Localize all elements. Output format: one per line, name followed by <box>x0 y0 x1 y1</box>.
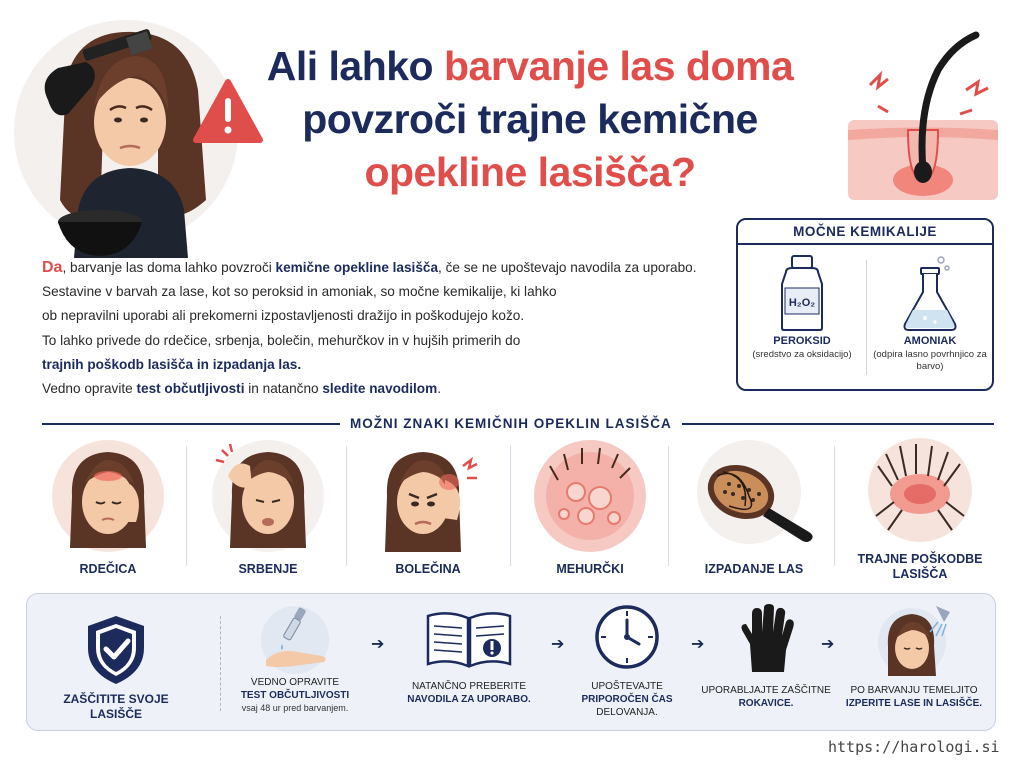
sign-blisters <box>512 436 668 586</box>
pain-icon <box>363 436 493 556</box>
peroxide-bottle-icon <box>772 254 832 332</box>
step-separator <box>220 616 221 711</box>
intro-p6-a: Vedno opravite <box>42 381 137 397</box>
step1-line1: VEDNO OPRAVITE <box>250 677 340 688</box>
page-title <box>250 40 810 199</box>
intro-p1-c: , če se ne upoštevajo navodila za uporabo. <box>438 260 697 275</box>
step1-line2: TEST OBČUTLJIVOSTI <box>240 690 350 701</box>
sign-label: RDEČICA <box>79 562 137 576</box>
glove-icon <box>736 604 796 674</box>
damaged-scalp-icon <box>860 436 980 546</box>
step2-line2: NAVODILA ZA UPORABO. <box>407 694 531 705</box>
intro-p6-b: test občutljivosti <box>136 381 245 397</box>
step-protect <box>41 614 191 722</box>
sign-hair-loss <box>676 436 832 586</box>
step-sensitivity-test <box>233 604 357 715</box>
itching-icon <box>208 436 328 556</box>
chemical-desc: (sredstvo za oksidacijo) <box>752 349 852 360</box>
intro-p2: Sestavine v barvah za lase, kot so peroksid in amoniak, so močne kemikalije, ki lahko <box>42 284 557 300</box>
title-line3: opekline lasišča? <box>364 149 696 195</box>
intro-p4: To lahko privede do rdečice, srbenja, bolečin, mehurčkov in v hujših primerih do <box>42 332 521 348</box>
sign-itching <box>190 436 346 586</box>
step3-line3: DELOVANJA. <box>596 707 658 718</box>
site-url: https://harologi.si <box>828 738 1000 756</box>
intro-p6-c: in natančno <box>244 381 323 397</box>
title-line2: povzroči trajne kemične <box>302 96 758 142</box>
title-line1-part1: Ali lahko <box>266 43 444 89</box>
blisters-icon <box>530 436 650 556</box>
sign-label: SRBENJE <box>238 562 298 576</box>
flask-icon <box>895 254 965 332</box>
step-rinse <box>839 602 989 710</box>
irritated-hair-follicle-icon <box>848 30 998 200</box>
dropper-hand-icon <box>258 604 332 674</box>
sign-label: TRAJNE POŠKODBE LASIŠČA <box>857 552 983 581</box>
intro-p5: trajnih poškodb lasišča in izpadanja las. <box>42 356 302 372</box>
chemicals-title: MOČNE KEMIKALIJE <box>738 220 992 245</box>
step-gloves <box>699 604 833 710</box>
chemical-name: AMONIAK <box>903 335 957 347</box>
step-read-instructions <box>399 606 539 706</box>
intro-p3: ob nepravilni uporabi ali prekomerni izpostavljenosti dražijo in poškodujejo kožo. <box>42 308 525 324</box>
sign-separator <box>186 446 187 566</box>
sign-label: IZPADANJE LAS <box>704 562 804 576</box>
sign-label: MEHURČKI <box>556 562 624 576</box>
protect-label: ZAŠČITITE SVOJE LASIŠČE <box>63 692 169 721</box>
woman-dyeing-hair-illustration <box>8 10 268 258</box>
intro-p1-b: kemične opekline lasišča <box>275 260 439 275</box>
hairbrush-icon <box>689 436 819 556</box>
chemical-name: PEROKSID <box>773 335 831 347</box>
step4-line1: UPORABLJAJTE ZAŠČITNE <box>701 685 831 696</box>
step4-line2: ROKAVICE. <box>738 698 794 709</box>
intro-p1-a: , barvanje las doma lahko povzroči <box>62 260 276 275</box>
intro-p6-e: . <box>437 381 441 397</box>
chemicals-box <box>736 218 994 391</box>
arrow-right-icon: ➔ <box>821 636 835 653</box>
shield-check-icon <box>84 614 148 686</box>
chemical-desc: (odpira lasno povrhnjico za barvo) <box>873 349 987 372</box>
redness-icon <box>48 436 168 556</box>
step-processing-time <box>567 604 687 719</box>
title-line1-part2: barvanje las doma <box>443 43 794 89</box>
step2-line1: NATANČNO PREBERITE <box>411 681 527 692</box>
intro-da: Da <box>42 259 63 276</box>
signs-title: MOŽNI ZNAKI KEMIČNIH OPEKLIN LASIŠČA <box>340 414 682 434</box>
intro-p6-d: sledite navodilom <box>322 381 438 397</box>
step3-line2: PRIPOROČEN ČAS <box>581 694 673 705</box>
arrow-right-icon: ➔ <box>691 636 705 653</box>
sign-permanent-damage <box>842 436 998 586</box>
step5-line1: PO BARVANJU TEMELJITO <box>850 685 978 696</box>
protection-steps-panel <box>26 593 996 731</box>
intro-text <box>42 256 722 401</box>
sign-redness <box>30 436 186 586</box>
sign-label: BOLEČINA <box>395 562 461 576</box>
sign-separator <box>510 446 511 566</box>
open-book-icon <box>424 606 514 672</box>
step3-line1: UPOŠTEVAJTE <box>591 681 663 692</box>
sign-separator <box>834 446 835 566</box>
step1-line3: vsaj 48 ur pred barvanjem. <box>241 703 349 713</box>
arrow-right-icon: ➔ <box>371 636 385 653</box>
sign-pain <box>350 436 506 586</box>
sign-separator <box>346 446 347 566</box>
rinse-hair-icon <box>874 602 954 678</box>
arrow-right-icon: ➔ <box>551 636 565 653</box>
step5-line2: IZPERITE LASE IN LASIŠČE. <box>845 698 983 709</box>
peroxide-bottle-label: H₂O₂ <box>788 297 816 309</box>
clock-icon <box>594 604 660 670</box>
sign-separator <box>668 446 669 566</box>
chemical-ammonia <box>866 248 994 388</box>
chemical-peroxide <box>738 248 866 388</box>
